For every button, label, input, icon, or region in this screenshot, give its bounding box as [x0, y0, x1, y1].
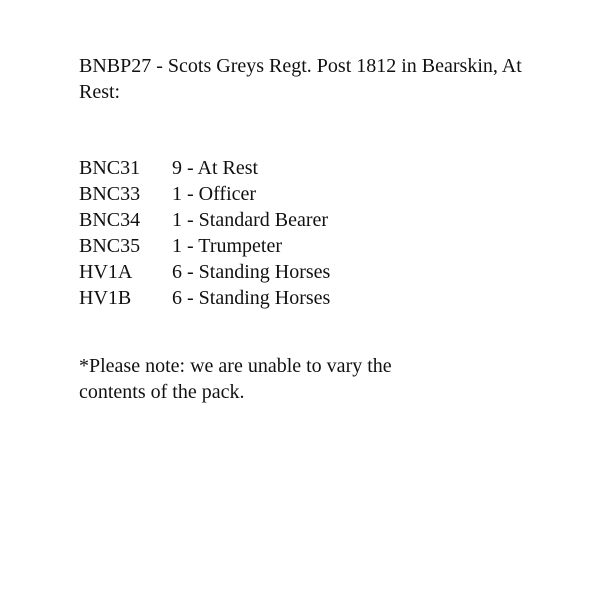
- item-description: 1 - Officer: [172, 183, 257, 205]
- item-description: 6 - Standing Horses: [172, 287, 331, 309]
- item-code: BNC35: [79, 235, 141, 257]
- pack-contents-list: [79, 155, 559, 311]
- item-description: 9 - At Rest: [172, 157, 259, 179]
- list-item: [79, 233, 559, 259]
- pack-note: *Please note: we are unable to vary the contents of the pack.: [79, 355, 392, 403]
- list-item: [79, 285, 559, 311]
- product-description: [79, 53, 559, 425]
- item-code: BNC31: [79, 157, 141, 179]
- item-description: 1 - Standard Bearer: [172, 209, 329, 231]
- pack-title: BNBP27 - Scots Greys Regt. Post 1812 in Bearskin, At Rest:: [79, 55, 522, 103]
- item-code: BNC33: [79, 183, 141, 205]
- list-item: [79, 207, 559, 233]
- item-code: HV1A: [79, 261, 133, 283]
- item-code: HV1B: [79, 287, 132, 309]
- list-item: [79, 181, 559, 207]
- item-description: 6 - Standing Horses: [172, 261, 331, 283]
- list-item: [79, 155, 559, 181]
- item-description: 1 - Trumpeter: [172, 235, 282, 257]
- item-code: BNC34: [79, 209, 141, 231]
- list-item: [79, 259, 559, 285]
